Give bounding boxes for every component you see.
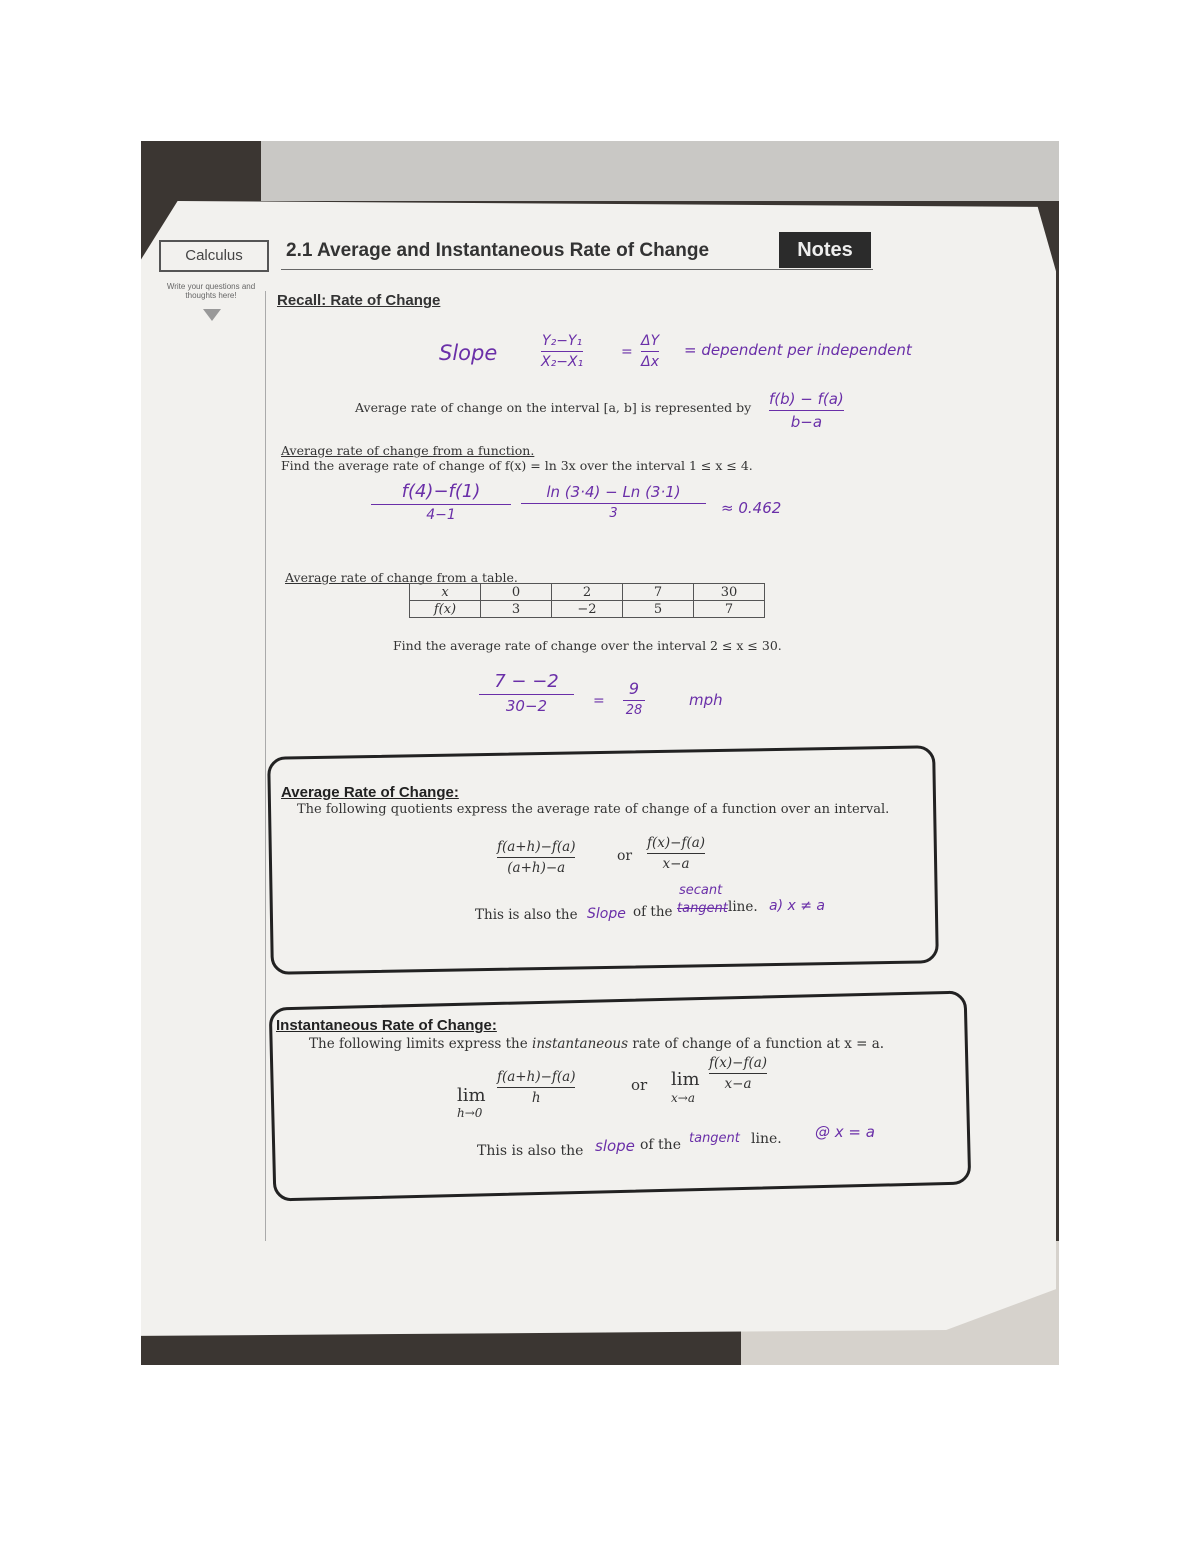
table-cell: 0 <box>481 584 552 601</box>
average-of-the: of the <box>633 904 673 920</box>
table-cell: f(x) <box>410 601 481 618</box>
quotient-1-den: (a+h)−a <box>507 860 566 876</box>
instantaneous-line-text: line. <box>751 1131 782 1147</box>
limit-1-label: lim <box>457 1085 486 1106</box>
slope-numerator: Y₂−Y₁ <box>542 333 583 349</box>
limit-2-num: f(x)−f(a) <box>709 1055 768 1071</box>
notes-sheet <box>141 141 1059 1365</box>
average-quotient-2 <box>647 835 705 872</box>
table-result-den: 28 <box>625 703 643 718</box>
slope-word: Slope <box>439 341 498 365</box>
limit-2-sub: x→a <box>671 1091 695 1105</box>
desc-emphasis: instantaneous <box>532 1036 629 1052</box>
equals-sign: = <box>593 693 605 709</box>
function-heading: Average rate of change from a function. <box>281 443 535 458</box>
desc-pre: The following limits express the <box>309 1036 528 1052</box>
table-cell: 3 <box>481 601 552 618</box>
table-work <box>479 671 574 715</box>
margin-line <box>265 291 266 1241</box>
table-prompt: Find the average rate of change over the interval 2 ≤ x ≤ 30. <box>393 638 782 653</box>
table-result <box>623 679 645 718</box>
quotient-2-den: x−a <box>662 856 690 872</box>
interval-text: Average rate of change on the interval [a, b] is represented by <box>355 400 752 415</box>
delta-denominator: Δx <box>641 354 659 370</box>
function-work-1-num: f(4)−f(1) <box>401 481 481 502</box>
limit-2-fraction <box>709 1055 767 1092</box>
down-arrow-icon <box>203 309 221 321</box>
table-cell: 30 <box>694 584 765 601</box>
limit-2-den: x−a <box>724 1076 752 1092</box>
interval-denominator: b−a <box>790 413 823 431</box>
document-photo <box>141 141 1059 1365</box>
average-rate-heading: Average Rate of Change: <box>281 784 459 801</box>
values-table <box>409 583 765 618</box>
limit-1-fraction <box>497 1069 575 1106</box>
slope-denominator: X₂−X₁ <box>541 354 584 370</box>
function-work-1-den: 4−1 <box>426 507 456 523</box>
instantaneous-fill-tangent: tangent <box>689 1131 740 1146</box>
table-row-fx <box>410 601 765 618</box>
limit-1-num: f(a+h)−f(a) <box>497 1069 576 1085</box>
instantaneous-heading: Instantaneous Rate of Change: <box>276 1017 497 1034</box>
quotient-2-num: f(x)−f(a) <box>647 835 706 851</box>
course-label: Calculus <box>159 240 269 272</box>
table-result-num: 9 <box>628 679 640 698</box>
table-cell: x <box>410 584 481 601</box>
function-work-2 <box>521 483 706 521</box>
table-work-den: 30−2 <box>505 697 548 715</box>
limit-1-den: h <box>531 1090 541 1106</box>
instantaneous-fill-slope: slope <box>595 1137 635 1155</box>
table-cell: 7 <box>623 584 694 601</box>
function-work-2-den: 3 <box>609 506 618 521</box>
equals-sign: = <box>621 344 633 360</box>
or-text: or <box>631 1076 648 1094</box>
table-cell: 5 <box>623 601 694 618</box>
table-cell: −2 <box>552 601 623 618</box>
average-also-text: This is also the <box>475 907 578 923</box>
quotient-1-num: f(a+h)−f(a) <box>497 839 576 855</box>
table-row-x <box>410 584 765 601</box>
table-heading: Average rate of change from a table. <box>285 570 518 585</box>
function-work-1 <box>371 481 511 523</box>
instantaneous-side-note: @ x = a <box>815 1123 875 1141</box>
average-fill-secant: secant <box>679 883 723 898</box>
notes-badge: Notes <box>779 232 871 268</box>
slope-fraction <box>541 333 583 370</box>
delta-numerator: ΔY <box>641 333 660 349</box>
limit-1-sub: h→0 <box>457 1106 483 1120</box>
delta-fraction <box>641 333 659 370</box>
average-fill-slope: Slope <box>587 906 626 922</box>
or-text: or <box>617 848 633 864</box>
slope-note: = dependent per independent <box>684 341 912 359</box>
average-line-text: line. <box>728 899 758 915</box>
page-title: 2.1 Average and Instantaneous Rate of Change <box>286 240 710 261</box>
average-side-note: a) x ≠ a <box>769 898 825 914</box>
average-crossed-word: tangent <box>677 901 728 916</box>
average-rate-desc: The following quotients express the average rate of change of a function over an interval. <box>297 802 890 817</box>
instantaneous-of-the: of the <box>640 1137 681 1153</box>
average-rate-box <box>267 745 939 975</box>
sidebar-note: Write your questions and thoughts here! <box>166 282 256 300</box>
instantaneous-desc <box>309 1036 884 1052</box>
recall-heading: Recall: Rate of Change <box>277 292 441 309</box>
title-underline <box>281 269 873 270</box>
desc-post: rate of change of a function at x = a. <box>632 1036 885 1052</box>
table-cell: 2 <box>552 584 623 601</box>
function-work-2-num: ln (3·4) − Ln (3·1) <box>546 483 681 501</box>
limit-2-label: lim <box>671 1069 700 1090</box>
table-work-num: 7 − −2 <box>494 671 559 692</box>
interval-fraction <box>769 390 844 431</box>
instantaneous-also-text: This is also the <box>477 1143 584 1159</box>
function-prompt: Find the average rate of change of f(x) = ln 3x over the interval 1 ≤ x ≤ 4. <box>281 458 753 473</box>
function-answer: ≈ 0.462 <box>721 499 782 517</box>
table-cell: 7 <box>694 601 765 618</box>
interval-numerator: f(b) − f(a) <box>769 390 844 408</box>
units-note: mph <box>689 691 723 709</box>
average-quotient-1 <box>497 839 575 876</box>
